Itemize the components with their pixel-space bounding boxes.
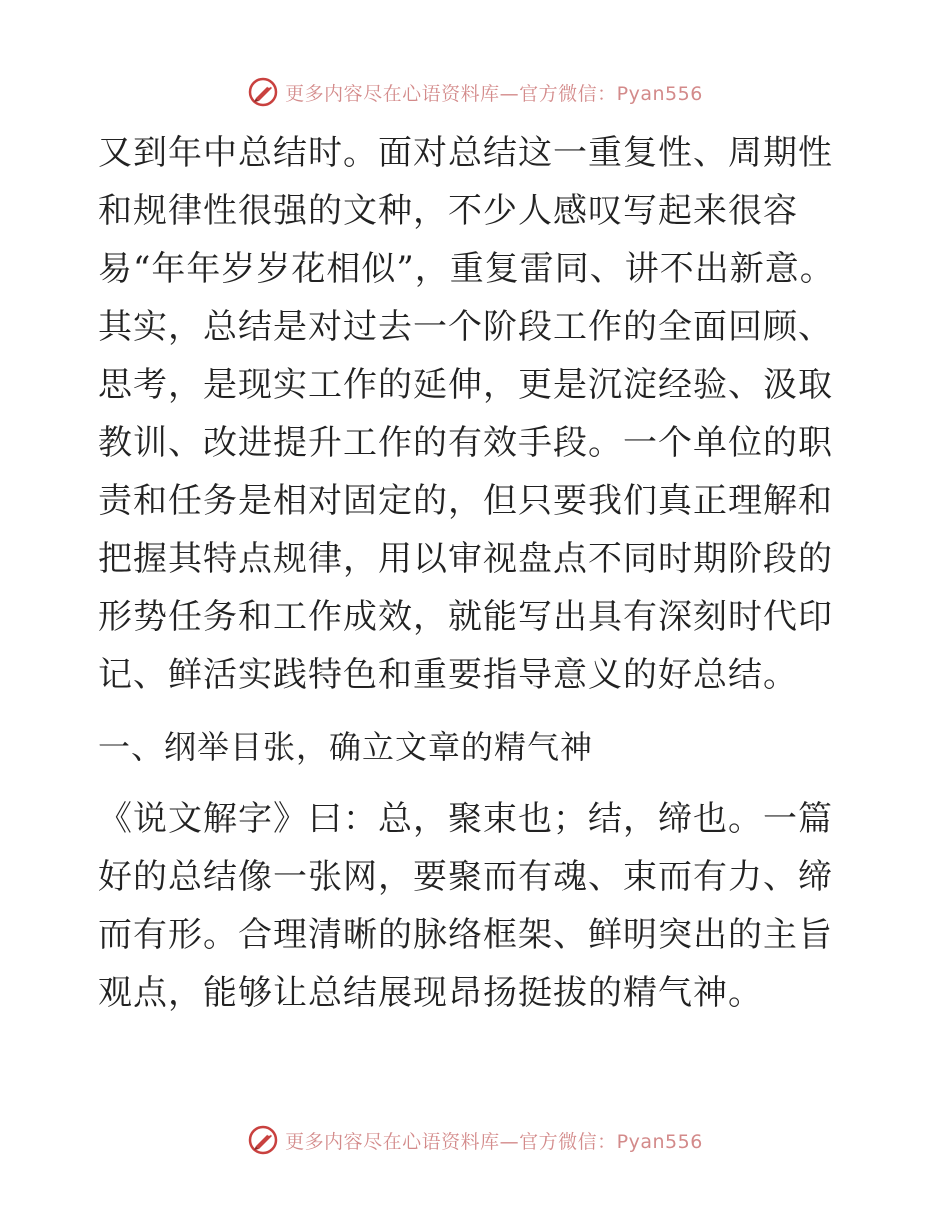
paragraph-shuowen: 《说文解字》曰：总，聚束也；结，缔也。一篇好的总结像一张网，要聚而有魂、束而有力、缔而有形。合理清晰的脉络框架、鲜明突出的主旨观点，能够让总结展现昂扬挺拔的精气神。 — [98, 799, 833, 1013]
footer-banner — [0, 1120, 950, 1160]
footer-banner-wrap — [247, 1124, 703, 1156]
pen-logo-icon — [247, 1124, 279, 1156]
section-heading: 一、纲举目张，确立文章的精气神 — [98, 728, 594, 766]
header-banner — [0, 72, 950, 112]
pen-logo-icon — [247, 76, 279, 108]
paragraph-intro: 又到年中总结时。面对总结这一重复性、周期性和规律性很强的文种，不少人感叹写起来很容易“年年岁岁花相似”，重复雷同、讲不出新意。其实，总结是对过去一个阶段工作的全面回顾、思考，是现实工作的延伸，更是沉淀经验、汲取教训、改进提升工作的有效手段。一个单位的职责和任务是相对固定的，但只要我们真正理解和把握其特点规律，用以审视盘点不同时期阶段的形势任务和工作成效，就能写出具有深刻时代印记、鲜活实践特色和重要指导意义的好总结。 — [98, 133, 835, 695]
banner-text: 更多内容尽在心语资料库—官方微信：Pyan556 — [285, 82, 703, 105]
banner-wrap — [247, 76, 703, 108]
footer-banner-text: 更多内容尽在心语资料库—官方微信：Pyan556 — [285, 1130, 703, 1153]
document-body — [98, 124, 858, 1022]
